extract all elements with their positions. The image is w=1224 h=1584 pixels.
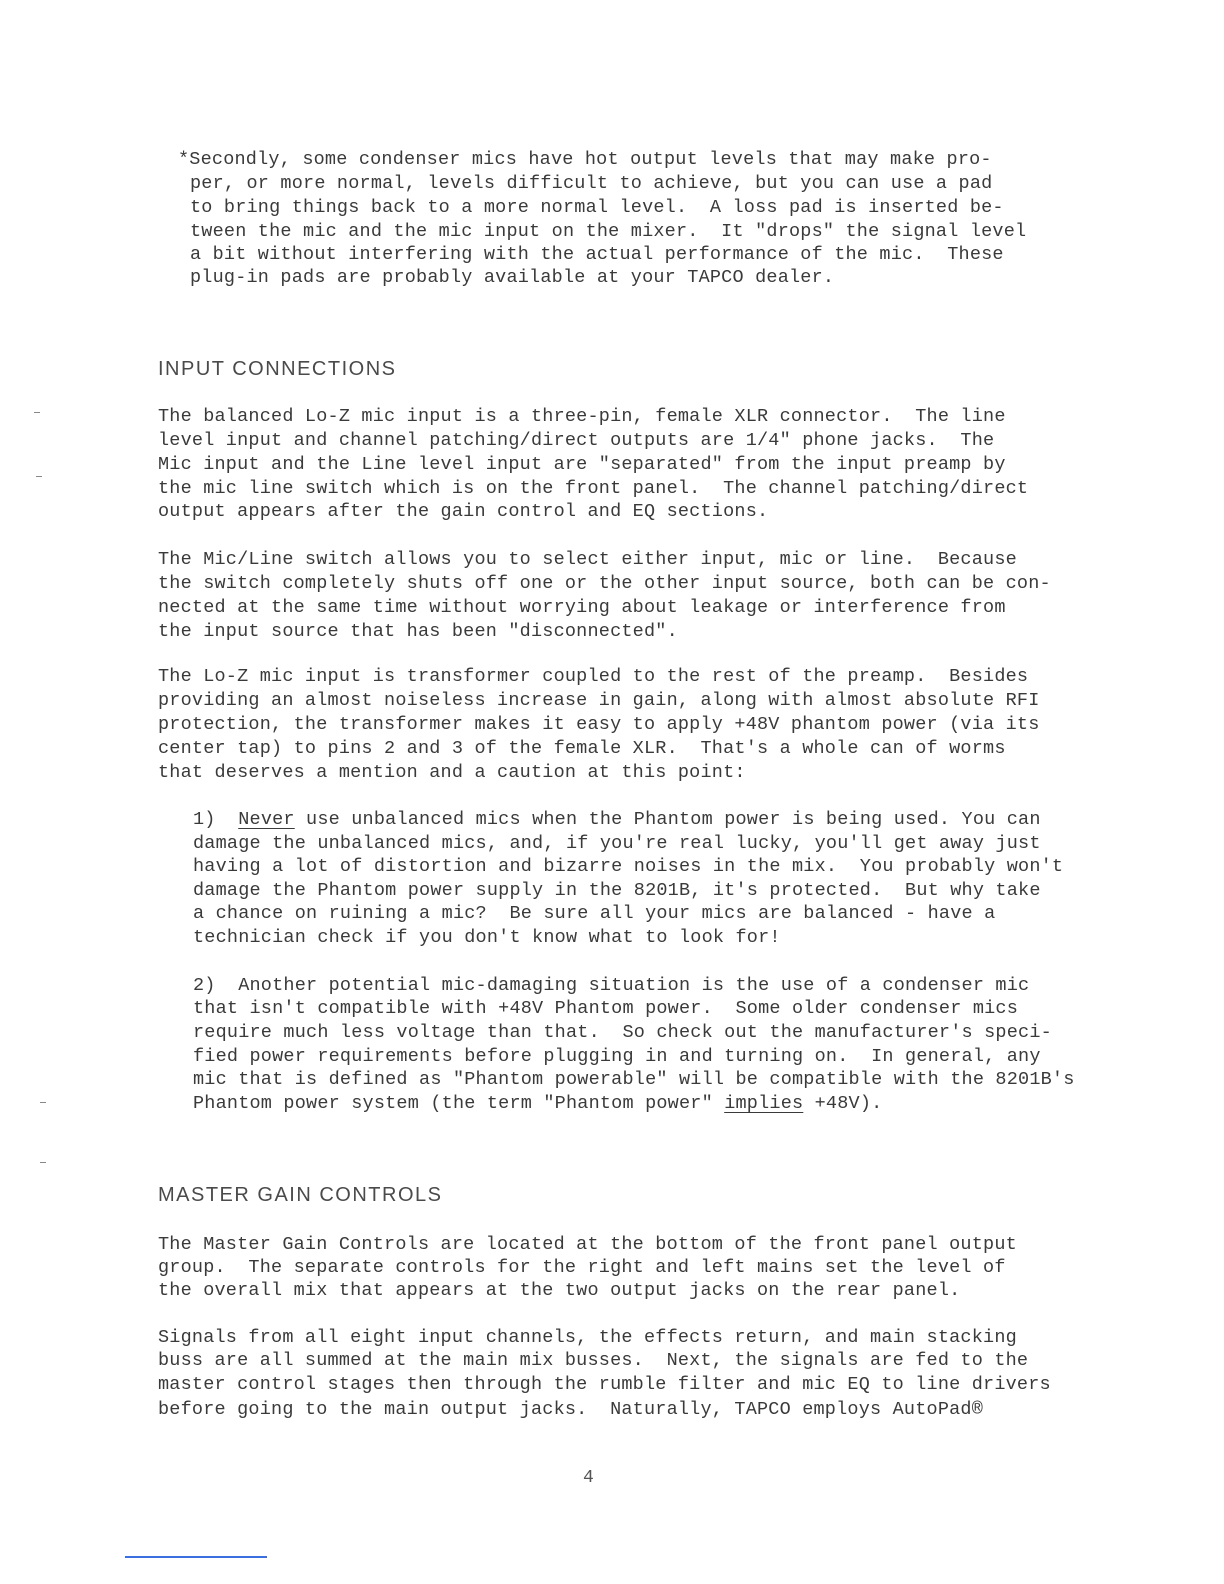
text-line: the overall mix that appears at the two output jacks on the rear panel.	[158, 1280, 961, 1301]
text-line: center tap) to pins 2 and 3 of the female XLR. That's a whole can of worms	[158, 738, 1006, 759]
text-line: to bring things back to a more normal level. A loss pad is inserted be-	[190, 197, 1004, 218]
text-line: having a lot of distortion and bizarre noises in the mix. You probably won't	[193, 856, 1064, 877]
text-line: 2) Another potential mic-damaging situation is the use of a condenser mic	[193, 975, 1030, 996]
text-line: the input source that has been "disconnected".	[158, 621, 678, 642]
page-number: 4	[583, 1468, 594, 1488]
text-line: Mic input and the Line level input are "separated" from the input preamp by	[158, 454, 1006, 475]
text-line: the switch completely shuts off one or the other input source, both can be con-	[158, 573, 1051, 594]
underlined-word-never: Never	[238, 809, 295, 830]
text-line: per, or more normal, levels difficult to achieve, but you can use a pad	[190, 173, 993, 194]
text-line: master control stages then through the rumble filter and mic EQ to line drivers	[158, 1374, 1051, 1395]
text-line: tween the mic and the mic input on the mixer. It "drops" the signal level	[190, 221, 1027, 242]
text-line: The Master Gain Controls are located at the bottom of the front panel output	[158, 1234, 1017, 1255]
margin-mark	[40, 1162, 46, 1163]
text-line: damage the Phantom power supply in the 8201B, it's protected. But why take	[193, 880, 1041, 901]
text-line: *Secondly, some condenser mics have hot output levels that may make pro-	[178, 149, 992, 170]
text-line: damage the unbalanced mics, and, if you're real lucky, you'll get away just	[193, 833, 1041, 854]
text-line: buss are all summed at the main mix busses. Next, the signals are fed to the	[158, 1350, 1029, 1371]
text-line: a bit without interfering with the actual performance of the mic. These	[190, 244, 1004, 265]
text-line: nected at the same time without worrying about leakage or interference from	[158, 597, 1006, 618]
text-line: providing an almost noiseless increase in gain, along with almost absolute RFI	[158, 690, 1040, 711]
item-number: 1)	[193, 809, 216, 830]
text-line: Signals from all eight input channels, the effects return, and main stacking	[158, 1327, 1017, 1348]
margin-mark	[36, 476, 42, 477]
text-line: protection, the transformer makes it easy to apply +48V phantom power (via its	[158, 714, 1040, 735]
item-last-line-start: Phantom power system (the term "Phantom power"	[193, 1093, 725, 1114]
text-line: group. The separate controls for the right and left mains set the level of	[158, 1257, 1006, 1278]
text-line: fied power requirements before plugging in and turning on. In general, any	[193, 1046, 1041, 1067]
margin-mark	[40, 1102, 46, 1103]
margin-mark	[34, 412, 40, 413]
text-line: output appears after the gain control and EQ sections.	[158, 501, 769, 522]
scan-edge-line	[125, 1556, 267, 1558]
text-line: The Mic/Line switch allows you to select either input, mic or line. Because	[158, 549, 1017, 570]
text-line: the mic line switch which is on the front panel. The channel patching/direct	[158, 478, 1029, 499]
item-last-line-end: +48V).	[803, 1093, 883, 1114]
text-line: plug-in pads are probably available at your TAPCO dealer.	[190, 267, 835, 288]
text-line: level input and channel patching/direct outputs are 1/4" phone jacks. The	[158, 430, 995, 451]
text-line: before going to the main output jacks. Naturally, TAPCO employs AutoPad®	[158, 1399, 984, 1420]
text-line: that isn't compatible with +48V Phantom power. Some older condenser mics	[193, 998, 1019, 1019]
text-line	[193, 1092, 882, 1116]
text-line: technician check if you don't know what to look for!	[193, 927, 781, 948]
text-line: The balanced Lo-Z mic input is a three-pin, female XLR connector. The line	[158, 406, 1006, 427]
section-heading-master-gain-controls: MASTER GAIN CONTROLS	[158, 1184, 443, 1206]
text-line: The Lo-Z mic input is transformer coupled to the rest of the preamp. Besides	[158, 666, 1029, 687]
text-line: mic that is defined as "Phantom powerable" will be compatible with the 8201B's	[193, 1069, 1075, 1090]
text-line	[193, 808, 1041, 832]
underlined-word-implies: implies	[724, 1093, 804, 1114]
text-line: require much less voltage than that. So check out the manufacturer's speci-	[193, 1022, 1052, 1043]
section-heading-input-connections: INPUT CONNECTIONS	[158, 358, 397, 380]
text-line: that deserves a mention and a caution at this point:	[158, 762, 746, 783]
item-first-line-rest: use unbalanced mics when the Phantom power is being used. You can	[294, 809, 1041, 830]
text-line: a chance on ruining a mic? Be sure all your mics are balanced - have a	[193, 903, 996, 924]
